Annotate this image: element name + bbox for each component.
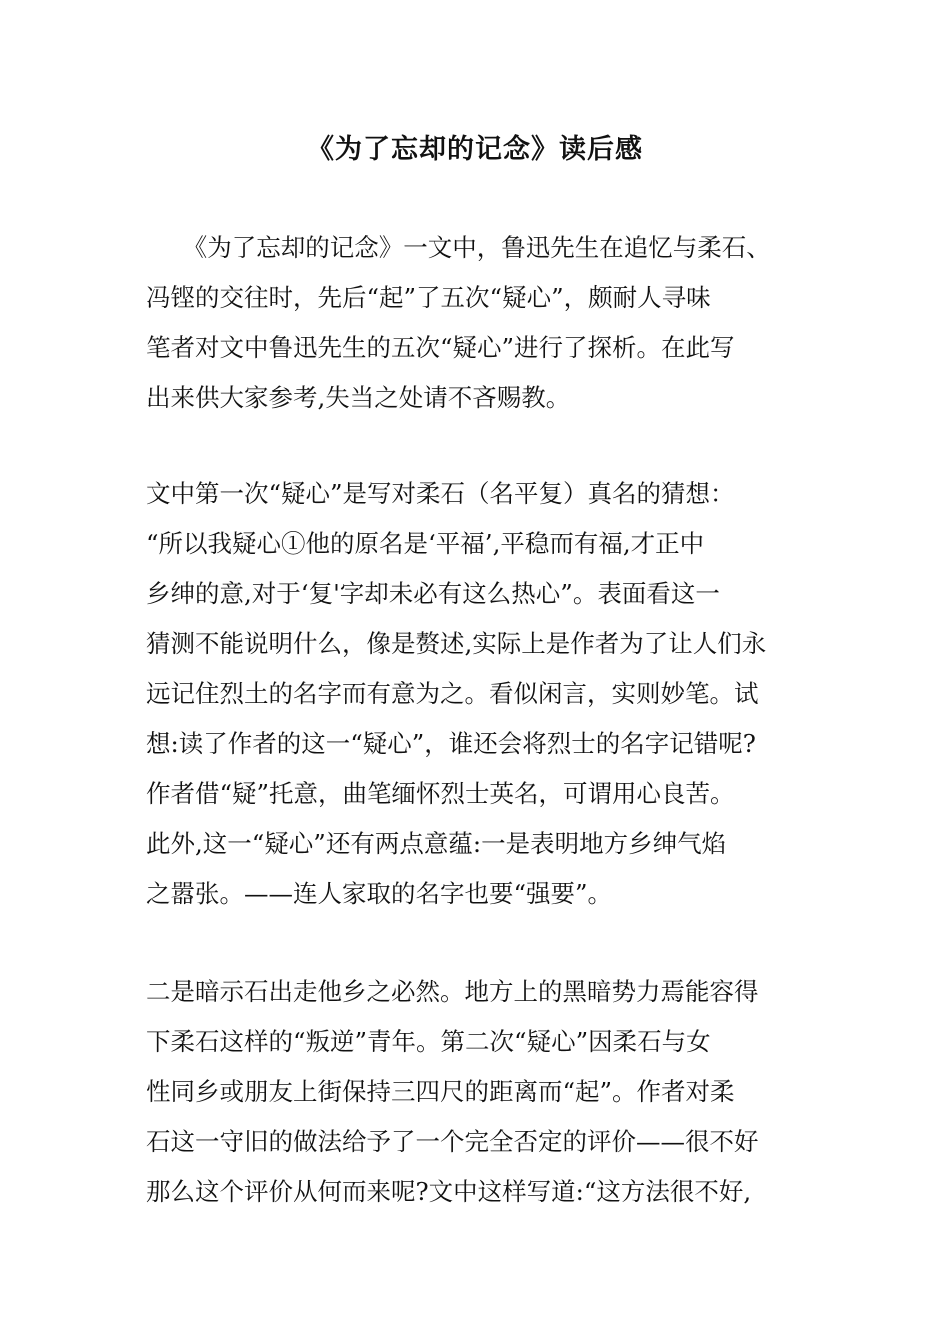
paragraph-3-line-2: 下柔石这样的“叛逆”青年。第二次“疑心”因柔石与女 bbox=[146, 1027, 711, 1056]
paragraph-1-line-2: 冯铿的交往时，先后“起”了五次“疑心”，颇耐人寻味 bbox=[146, 283, 711, 312]
paragraph-2-line-1: 文中第一次“疑心”是写对柔石（名平复）真名的猜想： bbox=[146, 479, 735, 508]
paragraph-2-line-7: 作者借“疑”托意，曲笔缅怀烈士英名，可谓用心良苦。 bbox=[146, 779, 735, 808]
paragraph-3-line-4: 石这一守旧的做法给予了一个完全否定的评价——很不好 bbox=[146, 1127, 759, 1156]
paragraph-2-line-5: 远记住烈土的名字而有意为之。看似闲言，实则妙笔。试 bbox=[146, 679, 759, 708]
paragraph-2-line-2: “所以我疑心①他的原名是‘平福’,平稳而有福,才正中 bbox=[146, 529, 705, 558]
paragraph-3-line-3: 性同乡或朋友上街保持三四尺的距离而“起”。作者对柔 bbox=[146, 1077, 735, 1106]
paragraph-2-line-6: 想:读了作者的这一“疑心”，谁还会将烈士的名字记错呢? bbox=[146, 729, 756, 758]
paragraph-2-line-3: 乡绅的意,对于‘复'字却未必有这么热心”。表面看这一 bbox=[146, 579, 720, 608]
paragraph-3-line-1: 二是暗示石出走他乡之必然。地方上的黑暗势力焉能容得 bbox=[146, 977, 759, 1006]
paragraph-1-line-3: 笔者对文中鲁迅先生的五次“疑心”进行了探析。在此写 bbox=[146, 333, 735, 362]
paragraph-1-line-1: 《为了忘却的记念》一文中，鲁迅先生在追忆与柔石、 bbox=[146, 233, 771, 262]
document-title: 《为了忘却的记念》读后感 bbox=[307, 134, 643, 165]
paragraph-2-line-4: 猜测不能说明什么，像是赘述,实际上是作者为了让人们永 bbox=[146, 629, 767, 658]
paragraph-2-line-8: 此外,这一“疑心”还有两点意蕴:一是表明地方乡绅气焰 bbox=[146, 829, 727, 858]
paragraph-1-line-4: 出来供大家参考,失当之处请不吝赐教。 bbox=[146, 383, 571, 412]
paragraph-2-line-9: 之嚣张。——连人家取的名字也要“强要”。 bbox=[146, 879, 613, 908]
paragraph-3-line-5: 那么这个评价从何而来呢?文中这样写道:“这方法很不好, bbox=[146, 1177, 752, 1206]
